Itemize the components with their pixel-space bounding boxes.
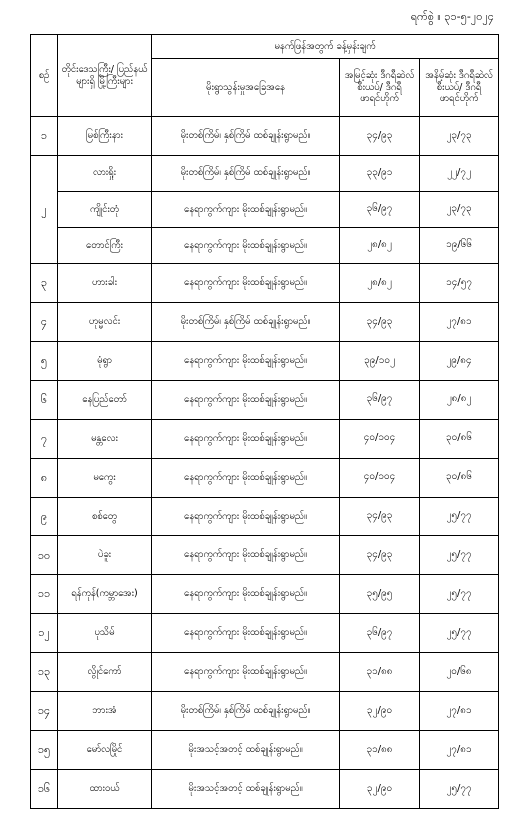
rain-condition: နေရာကွက်ကျား မိုးထစ်ချုန်းရွာမည်။ — [152, 419, 340, 458]
max-temp: ၄၀/၁၀၄ — [340, 458, 420, 497]
rain-condition: နေရာကွက်ကျား မိုးထစ်ချုန်းရွာမည်။ — [152, 653, 340, 692]
city-name: မုံရွာ — [58, 341, 152, 380]
min-temp: ၃၀/၈၆ — [420, 458, 499, 497]
max-temp: ၃၅/၉၅ — [340, 575, 420, 614]
table-row — [31, 341, 499, 380]
header-max-temp: အမြင့်ဆုံး ဒီဂရီဆဲလ်စီးယပ်/ ဒီဂရီဖာရင်ဟိုက် — [340, 59, 420, 117]
rain-condition: နေရာကွက်ကျား မိုးထစ်ချုန်းရွာမည်။ — [152, 536, 340, 575]
row-number: ၉ — [31, 497, 58, 536]
rain-condition: မိုးအသင့်အတင့် ထစ်ချုန်းရွာမည်။ — [152, 731, 340, 770]
header-rain: မိုးရွာသွန်းမှုအခြေအနေ — [152, 59, 340, 117]
table-row — [31, 302, 499, 341]
city-name: လားရှိုး — [58, 155, 152, 191]
min-temp: ၂၃/၇၃ — [420, 191, 499, 227]
row-number: ၁၂ — [31, 614, 58, 653]
table-row — [31, 653, 499, 692]
rain-condition: နေရာကွက်ကျား မိုးထစ်ချုန်းရွာမည်။ — [152, 614, 340, 653]
row-number: ၁၅ — [31, 731, 58, 770]
max-temp: ၃၄/၉၃ — [340, 117, 420, 156]
max-temp: ၃၄/၉၃ — [340, 536, 420, 575]
min-temp: ၂၃/၇၃ — [420, 117, 499, 156]
city-name: မန္တလေး — [58, 419, 152, 458]
city-name: ပုသိမ် — [58, 614, 152, 653]
date-line: ရက်စွဲ ။ ၃၁-၅-၂၀၂၄ — [410, 10, 494, 23]
city-name: ဟုမ္မလင်း — [58, 302, 152, 341]
min-temp: ၂၇/၈၁ — [420, 692, 499, 731]
header-region: တိုင်းဒေသကြီး/ ပြည်နယ်များရှိ မြို့ကြီးများ — [58, 35, 152, 117]
row-number: ၅ — [31, 341, 58, 380]
min-temp: ၂၀/၆၈ — [420, 653, 499, 692]
min-temp: ၂၂/၇၂ — [420, 155, 499, 191]
max-temp: ၂၈/၈၂ — [340, 227, 420, 263]
table-body — [31, 117, 499, 809]
city-name: နေပြည်တော် — [58, 380, 152, 419]
row-number: ၁၄ — [31, 692, 58, 731]
rain-condition: မိုးအသင့်အတင့် ထစ်ချုန်းရွာမည်။ — [152, 769, 340, 808]
max-temp: ၃၄/၉၃ — [340, 302, 420, 341]
max-temp: ၂၈/၈၂ — [340, 263, 420, 302]
max-temp: ၃၂/၉၀ — [340, 692, 420, 731]
max-temp: ၃၃/၉၁ — [340, 155, 420, 191]
row-number: ၈ — [31, 458, 58, 497]
row-number: ၁၀ — [31, 536, 58, 575]
rain-condition: နေရာကွက်ကျား မိုးထစ်ချုန်းရွာမည်။ — [152, 263, 340, 302]
rain-condition: မိုးတစ်ကြိမ်၊ နှစ်ကြိမ် ထစ်ချုန်းရွာမည်။ — [152, 117, 340, 156]
table-row — [31, 614, 499, 653]
min-temp: ၂၅/၇၇ — [420, 575, 499, 614]
table-row — [31, 191, 499, 227]
max-temp: ၃၉/၁၀၂ — [340, 341, 420, 380]
min-temp: ၂၇/၈၁ — [420, 302, 499, 341]
min-temp: ၁၉/၆၆ — [420, 227, 499, 263]
row-number: ၁ — [31, 117, 58, 156]
row-number: ၄ — [31, 302, 58, 341]
min-temp: ၃၀/၈၆ — [420, 419, 499, 458]
city-name: မော်လမြိုင် — [58, 731, 152, 770]
row-number: ၇ — [31, 419, 58, 458]
rain-condition: နေရာကွက်ကျား မိုးထစ်ချုန်းရွာမည်။ — [152, 341, 340, 380]
min-temp: ၂၅/၇၇ — [420, 614, 499, 653]
table-row — [31, 575, 499, 614]
rain-condition: မိုးတစ်ကြိမ်၊ နှစ်ကြိမ် ထစ်ချုန်းရွာမည်။ — [152, 302, 340, 341]
max-temp: ၃၂/၉၀ — [340, 769, 420, 808]
row-number: ၁၆ — [31, 769, 58, 808]
min-temp: ၂၅/၇၇ — [420, 497, 499, 536]
row-number: ၁၃ — [31, 653, 58, 692]
rain-condition: နေရာကွက်ကျား မိုးထစ်ချုန်းရွာမည်။ — [152, 575, 340, 614]
forecast-table — [30, 34, 499, 809]
table-row — [31, 380, 499, 419]
table-row — [31, 536, 499, 575]
table-row — [31, 731, 499, 770]
city-name: ကျိုင်းတုံ — [58, 191, 152, 227]
header-min-temp: အနိမ့်ဆုံး ဒီဂရီဆဲလ်စီးယပ်/ ဒီဂရီဖာရင်ဟိုက် — [420, 59, 499, 117]
city-name: လွိုင်ကော် — [58, 653, 152, 692]
rain-condition: နေရာကွက်ကျား မိုးထစ်ချုန်းရွာမည်။ — [152, 497, 340, 536]
max-temp: ၃၆/၉၇ — [340, 191, 420, 227]
row-number: ၁၁ — [31, 575, 58, 614]
rain-condition: နေရာကွက်ကျား မိုးထစ်ချုန်းရွာမည်။ — [152, 227, 340, 263]
row-number: ၆ — [31, 380, 58, 419]
city-name: ထားဝယ် — [58, 769, 152, 808]
min-temp: ၂၅/၇၇ — [420, 769, 499, 808]
min-temp: ၂၈/၈၂ — [420, 380, 499, 419]
city-name: စစ်တွေ — [58, 497, 152, 536]
max-temp: ၃၁/၈၈ — [340, 731, 420, 770]
header-no: စဉ် — [31, 35, 58, 117]
table-row — [31, 692, 499, 731]
city-name: ပဲခူး — [58, 536, 152, 575]
city-name: ရန်ကုန်(ကမ္ဘာအေး) — [58, 575, 152, 614]
min-temp: ၂၅/၇၇ — [420, 536, 499, 575]
min-temp: ၂၉/၈၄ — [420, 341, 499, 380]
city-name: မကွေး — [58, 458, 152, 497]
row-number: ၃ — [31, 263, 58, 302]
rain-condition: မိုးတစ်ကြိမ်၊ နှစ်ကြိမ် ထစ်ချုန်းရွာမည်။ — [152, 155, 340, 191]
min-temp: ၁၄/၅၇ — [420, 263, 499, 302]
city-name: ဟားခါး — [58, 263, 152, 302]
header-forecast-group: မနက်ဖြန်အတွက် ခန့်မှန်းချက် — [152, 35, 499, 59]
city-name: တောင်ကြီး — [58, 227, 152, 263]
max-temp: ၃၁/၈၈ — [340, 653, 420, 692]
table-row — [31, 227, 499, 263]
table-row — [31, 117, 499, 156]
max-temp: ၃၆/၉၇ — [340, 380, 420, 419]
row-number: ၂ — [31, 155, 58, 263]
table-row — [31, 769, 499, 808]
table-row — [31, 263, 499, 302]
table-row — [31, 458, 499, 497]
max-temp: ၃၆/၉၇ — [340, 614, 420, 653]
table-row — [31, 155, 499, 191]
city-name: ဘားအံ — [58, 692, 152, 731]
rain-condition: မိုးတစ်ကြိမ်၊ နှစ်ကြိမ် ထစ်ချုန်းရွာမည်။ — [152, 692, 340, 731]
max-temp: ၄၀/၁၀၄ — [340, 419, 420, 458]
min-temp: ၂၇/၈၁ — [420, 731, 499, 770]
rain-condition: နေရာကွက်ကျား မိုးထစ်ချုန်းရွာမည်။ — [152, 191, 340, 227]
table-row — [31, 497, 499, 536]
city-name: မြစ်ကြီးနား — [58, 117, 152, 156]
table-row — [31, 419, 499, 458]
rain-condition: နေရာကွက်ကျား မိုးထစ်ချုန်းရွာမည်။ — [152, 380, 340, 419]
max-temp: ၃၄/၉၃ — [340, 497, 420, 536]
rain-condition: နေရာကွက်ကျား မိုးထစ်ချုန်းရွာမည်။ — [152, 458, 340, 497]
